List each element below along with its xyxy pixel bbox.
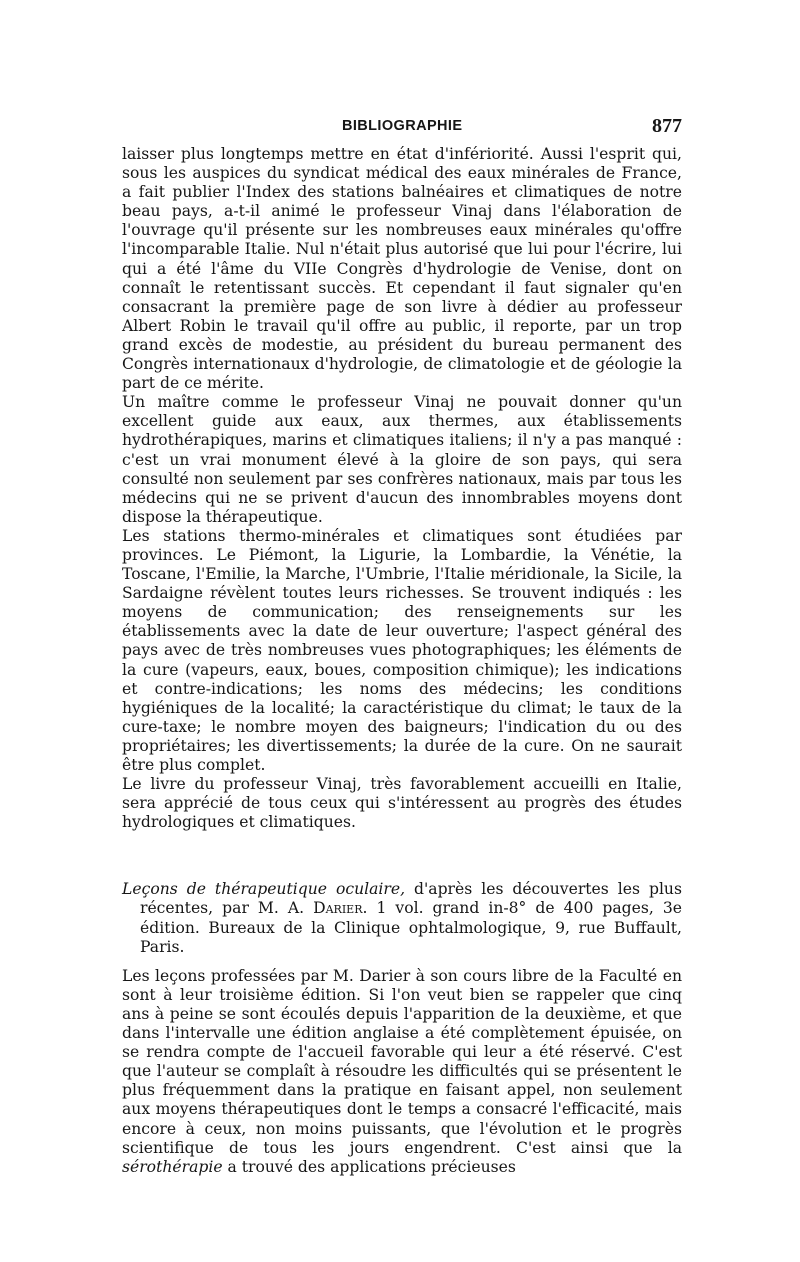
emphasis-term: sérothérapie: [122, 1157, 223, 1176]
running-header: [122, 115, 682, 145]
author-name: Darier: [313, 899, 363, 918]
review-paragraph: laisser plus longtemps mettre en état d'infériorité. Aussi l'esprit qui, sous les auspices du syndicat médical des eaux minérales de France, a fait publier l'Index des stations balnéaires et climatiques de notre beau pays, a-t-il animé le professeur Vinaj dans l'élaboration de l'ouvrage qu'il présente sur les nombreuses eaux minérales qu'offre l'incomparable Italie. Nul n'était plus autorisé que lui pour l'écrire, lui qui a été l'âme du VIIe Congrès d'hydrologie de Venise, dont on connaît le retentissant succès. Et cependant il faut signaler qu'en consacrant la première page de son livre à dédier au professeur Albert Robin le travail qu'il offre au public, il reporte, par un trop grand excès de modestie, au président du bureau permanent des Congrès internationaux d'hydrologie, de climatologie et de géologie la part de ce mérite.: [122, 145, 682, 393]
review-paragraph: [122, 967, 682, 1177]
review-paragraph: Les stations thermo-minérales et climatiques sont étudiées par provinces. Le Piémont, la Ligurie, la Lombardie, la Vénétie, la Toscane, l'Emilie, la Marche, l'Umbrie, l'Italie méridionale, la Sicile, la Sardaigne révèlent toutes leurs richesses. Se trouvent indiqués : les moyens de communication; des renseignements sur les établissements avec la date de leur ouverture; l'aspect général des pays avec de très nombreuses vues photographiques; les éléments de la cure (vapeurs, eaux, boues, composition chimique); les indications et contre-indications; les noms des médecins; les conditions hygiéniques de la localité; la caractéristique du climat; le taux de la cure-taxe; le nombre moyen des baigneurs; l'indication du ou des propriétaires; les divertissements; la durée de la cure. On ne saurait être plus complet.: [122, 526, 682, 774]
spacer: [122, 957, 682, 967]
heading-publication: . 1 vol. grand in-8° de 400 pages, 3e édition. Bureaux de la Clinique ophtalmologique, 9, rue Buffault, Paris.: [140, 899, 682, 956]
review-darier: [122, 880, 682, 1176]
review-vinaj: [122, 145, 682, 832]
body-text: Les leçons professées par M. Darier à son cours libre de la Faculté en sont à leur troisième édition. Si l'on veut bien se rappeler que cinq ans à peine se sont écoulés depuis l'apparition de la deuxième, et que dans l'intervalle une édition anglaise a été complètement épuisée, on se rendra compte de l'accueil favorable qui leur a été réservé. C'est que l'auteur se complaît à résoudre les difficultés qui se présentent le plus fréquemment dans la pratique en faisant appel, non seulement aux moyens thérapeutiques dont le temps a consacré l'efficacité, mais encore à ceux, non moins puissants, que l'évolution et le progrès scientifique de tous les jours engendrent. C'est ainsi que la: [122, 966, 682, 1157]
review-paragraph: Le livre du professeur Vinaj, très favorablement accueilli en Italie, sera apprécié de tous ceux qui s'intéressent au progrès des études hydrologiques et climatiques.: [122, 775, 682, 832]
body-text-end: a trouvé des applications précieuses: [222, 1157, 516, 1176]
section-separator: [122, 832, 682, 880]
review-heading: [122, 880, 682, 956]
review-paragraph: Un maître comme le professeur Vinaj ne pouvait donner qu'un excellent guide aux eaux, aux thermes, aux établissements hydrothérapiques, marins et climatiques italiens; il n'y a pas manqué : c'est un vrai monument élevé à la gloire de son pays, qui sera consulté non seulement par ses confrères nationaux, mais par tous les médecins qui ne se privent d'aucun des innombrables moyens dont dispose la thérapeutique.: [122, 393, 682, 526]
book-page: [122, 115, 682, 1177]
page-number: 877: [652, 115, 682, 137]
book-title: Leçons de thérapeutique oculaire,: [122, 880, 406, 899]
heading-text: d'après les découvertes les plus récentes, par M. A.: [140, 880, 682, 918]
running-title: BIBLIOGRAPHIE: [342, 118, 463, 134]
